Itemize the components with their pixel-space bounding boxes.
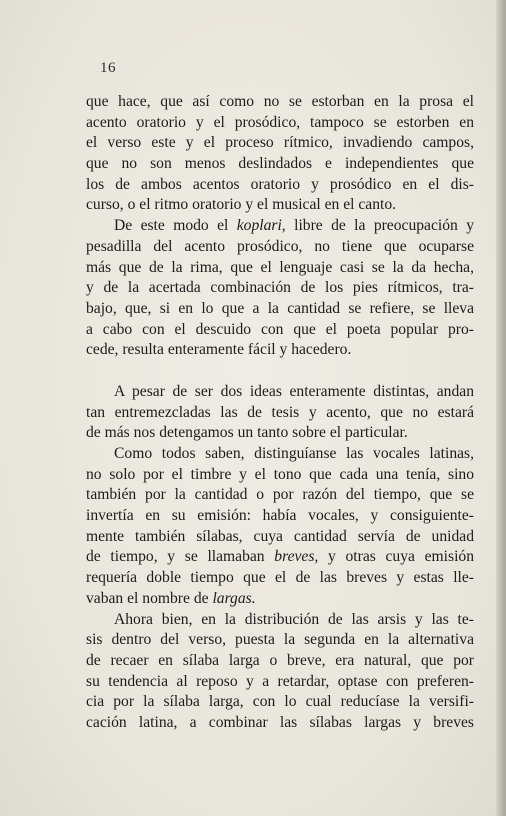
text-line xyxy=(86,589,474,610)
body-text xyxy=(86,92,474,734)
text-run: más que de la rima, que el lenguaje casi se la da hecha, xyxy=(86,258,474,276)
text-run: requería doble tiempo que el de las breves y estas lle- xyxy=(86,569,474,587)
text-line xyxy=(86,485,474,506)
text-run: los de ambos acentos oratorio y prosódico en el dis- xyxy=(86,175,474,193)
paragraph xyxy=(86,444,474,610)
text-run: bajo, que, si en lo que a la cantidad se refiere, se lleva xyxy=(86,299,474,317)
text-run: De este modo el xyxy=(114,217,237,235)
text-run: Ahora bien, en la distribución de las arsis y las te- xyxy=(114,610,474,628)
text-run: libre de la preocupación y xyxy=(285,217,474,235)
text-run: de recaer en sílaba larga o breve, era natural, que por xyxy=(86,651,474,669)
text-line xyxy=(86,258,474,279)
text-line xyxy=(86,527,474,548)
text-run: sis dentro del verso, puesta la segunda en la alternativa xyxy=(86,631,474,649)
text-run: no solo por el timbre y el tono que cada una tenía, sino xyxy=(86,465,474,483)
text-line xyxy=(86,444,474,465)
page-edge xyxy=(496,0,506,816)
text-run: invertía en su emisión: había vocales, y consiguiente- xyxy=(86,507,474,525)
text-line xyxy=(86,237,474,258)
text-line xyxy=(86,506,474,527)
text-run: cación latina, a combinar las sílabas largas y breves xyxy=(86,713,474,731)
text-run: acento oratorio y el prosódico, tampoco se estorben en xyxy=(86,113,474,131)
italic-term: koplari, xyxy=(236,217,286,235)
text-line xyxy=(86,403,474,424)
text-line xyxy=(86,547,474,568)
text-run: cia por la sílaba larga, con lo cual reducíase la versifi- xyxy=(86,693,474,711)
text-run: curso, o el ritmo oratorio y el musical en el canto. xyxy=(86,196,397,214)
text-line xyxy=(86,154,474,175)
paragraph xyxy=(86,92,474,216)
paragraph xyxy=(86,382,474,444)
text-run: pesadilla del acento prosódico, no tiene que ocuparse xyxy=(86,237,474,255)
paragraph xyxy=(86,610,474,734)
text-run: a cabo con el descuido con que el poeta popular pro- xyxy=(86,320,474,338)
text-run: y de la acertada combinación de los pies rítmicos, tra- xyxy=(86,279,474,297)
text-line xyxy=(86,713,474,734)
text-line xyxy=(86,610,474,631)
text-run: vaban el nombre de xyxy=(86,589,213,607)
text-run: de tiempo, y se llamaban xyxy=(86,548,275,566)
text-run: mente también sílabas, cuya cantidad servía de unidad xyxy=(86,527,474,545)
text-line xyxy=(86,133,474,154)
text-line xyxy=(86,340,474,361)
text-line xyxy=(86,113,474,134)
text-run: tan entremezcladas las de tesis y acento, que no estará xyxy=(86,403,474,421)
paragraph-gap xyxy=(86,361,474,382)
text-line xyxy=(86,672,474,693)
text-line xyxy=(86,320,474,341)
text-run: que hace, que así como no se estorban en la prosa el xyxy=(86,93,474,110)
text-run: el verso este y el proceso rítmico, invadiendo campos, xyxy=(86,134,474,152)
text-line xyxy=(86,423,474,444)
text-run: de más nos detengamos un tanto sobre el particular. xyxy=(86,424,408,442)
text-line xyxy=(86,651,474,672)
text-line xyxy=(86,568,474,589)
text-run: también por la cantidad o por razón del tiempo, que se xyxy=(86,486,474,504)
text-line xyxy=(86,195,474,216)
text-run: Como todos saben, distinguíanse las vocales latinas, xyxy=(114,445,474,462)
text-line xyxy=(86,299,474,320)
page-number: 16 xyxy=(100,60,116,76)
text-line xyxy=(86,382,474,403)
italic-term: largas. xyxy=(212,589,256,607)
text-line xyxy=(86,216,474,237)
italic-term: breves, xyxy=(274,548,319,566)
paragraph xyxy=(86,216,474,361)
text-run: cede, resulta enteramente fácil y hacedero. xyxy=(86,341,352,359)
text-run: A pesar de ser dos ideas enteramente distintas, andan xyxy=(114,382,474,400)
text-line xyxy=(86,92,474,113)
text-run: que no son menos deslindados e independientes que xyxy=(86,155,474,173)
text-run: y otras cuya emisión xyxy=(318,548,474,566)
text-run: su tendencia al reposo y a retardar, optase con preferen- xyxy=(86,672,474,690)
text-line xyxy=(86,630,474,651)
text-line xyxy=(86,465,474,486)
text-line xyxy=(86,692,474,713)
text-line xyxy=(86,175,474,196)
text-line xyxy=(86,278,474,299)
